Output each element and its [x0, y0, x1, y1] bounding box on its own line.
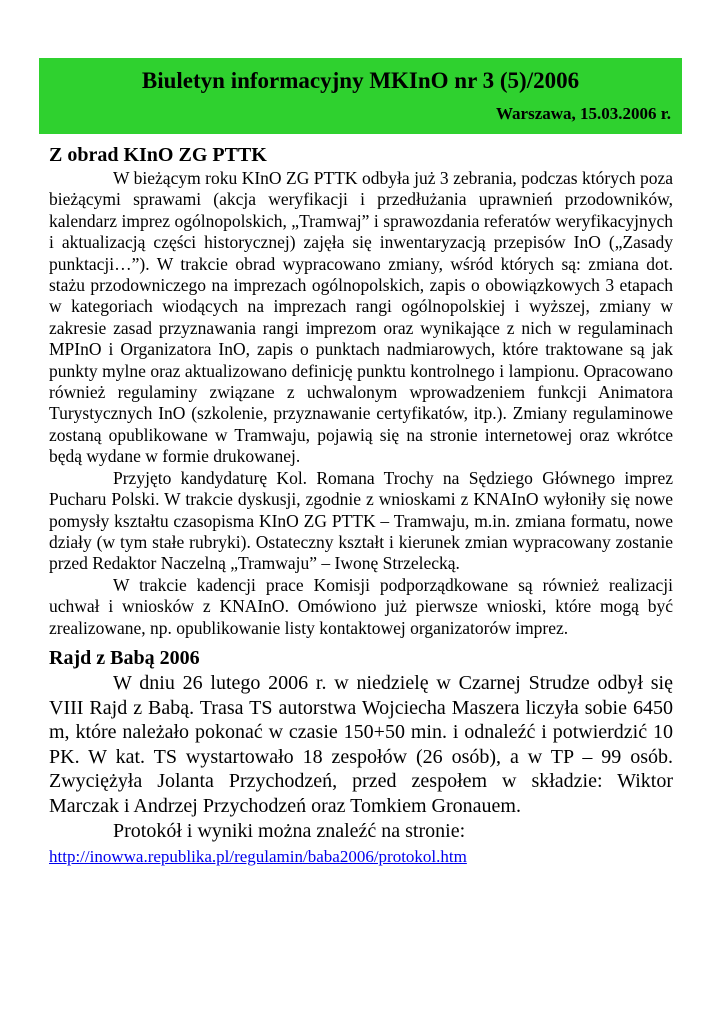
bulletin-title: Biuletyn informacyjny MKInO nr 3 (5)/2006: [141, 68, 580, 93]
section-rajd: [49, 645, 673, 868]
header-banner: [39, 58, 682, 134]
section-obrad: [49, 142, 673, 639]
bulletin-date: Warszawa, 15.03.2006 r.: [495, 104, 671, 123]
protocol-link[interactable]: http://inowwa.republika.pl/regulamin/baba2006/protokol.htm: [49, 847, 467, 867]
section-title: Rajd z Babą 2006: [49, 646, 200, 669]
paragraph: W dniu 26 lutego 2006 r. w niedzielę w Czarnej Strudze odbył się VIII Rajd z Babą. Trasa TS autorstwa Wojciecha Maszera liczyła sobie 6450 m, które należało pokonać w czasie 150+50 min. i odnaleźć i potwierdzić 10 PK. W kat. TS wystartowało 18 zespołów (26 osób), a w TP – 99 osób. Zwyciężyła Jolanta Przychodzeń, przed zespołem w składzie: Wiktor Marczak i Andrzej Przychodzeń oraz Tomkiem Gronauem.: [49, 671, 673, 817]
paragraph: W bieżącym roku KInO ZG PTTK odbyła już 3 zebrania, podczas których poza bieżącymi sprawami (akcja weryfikacji i przedłużania uprawnień przodowników, kalendarz imprez ogólnopolskich, „Tramwaj” i sprawozdania referatów weryfikacyjnych i aktualizacją części historycznej) zajęła się inwentaryzacją przepisów InO („Zasady punktacji…”). W trakcie obrad wypracowano zmiany, wśród których są: zmiana dot. stażu przodowniczego na imprezach ogólnopolskich, zapis o obowiązkowych 3 etapach w kategoriach wiodących na imprezach rangi ogólnopolskiej i wyższej, zmiany w zakresie zasad przyznawania rangi imprezom oraz wynikające z nich w regulaminach MPInO i Organizatora InO, zapis o punktach nadmiarowych, które traktowane są jak punkty mylne oraz aktualizowano definicję punktu kontrolnego i lampionu. Opracowano również regulaminy związane z uchwalonym wprowadzeniem funkcji Animatora Turystycznych InO (szkolenie, przyznawanie certyfikatów, itp.). Zmiany regulaminowe zostaną opublikowane w Tramwaju, pojawią się na stronie internetowej oraz wkrótce będą wydane w formie drukowanej.: [49, 168, 673, 467]
article-body: [49, 140, 673, 868]
link-line: [49, 846, 673, 868]
paragraph: W trakcie kadencji prace Komisji podporządkowane są również realizacji uchwał i wniosków z KNAInO. Omówiono już pierwsze wnioski, które mogą być zrealizowane, np. opublikowanie listy kontaktowej organizatorów imprez.: [49, 574, 673, 638]
section-title: Z obrad KInO ZG PTTK: [49, 144, 267, 166]
paragraph: Przyjęto kandydaturę Kol. Romana Trochy na Sędziego Głównego imprez Pucharu Polski. W trakcie dyskusji, zgodnie z wnioskami z KNAInO wyłoniły się nowe pomysły kształtu czasopisma KInO ZG PTTK – Tramwaju, m.in. zmiana formatu, nowe działy (w tym stałe rubryki). Ostateczny kształt i kierunek zmian wypracowany zostanie przed Redaktor Naczelną „Tramwaju” – Iwonę Strzelecką.: [49, 467, 673, 574]
paragraph: Protokół i wyniki można znaleźć na stronie:: [113, 819, 466, 842]
